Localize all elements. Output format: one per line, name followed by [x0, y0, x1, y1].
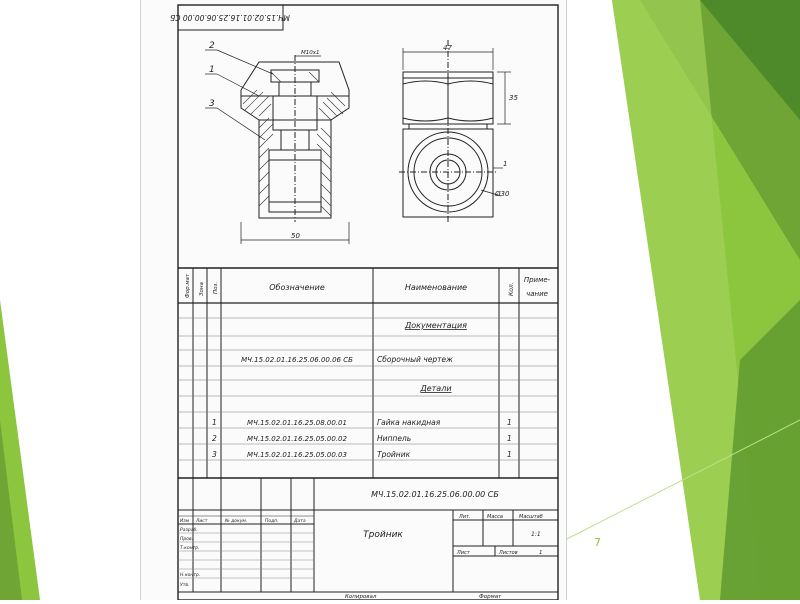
callout-3: 3: [209, 99, 215, 109]
hdr-note-1: Приме-: [523, 276, 551, 284]
dim-side: 35: [509, 94, 518, 102]
section-mark: 1: [503, 160, 508, 168]
tb-tkontr: Т.контр.: [180, 546, 200, 551]
hdr-name: Наименование: [404, 283, 468, 292]
tb-razrab: Разраб.: [180, 528, 198, 533]
tb-name: Тройник: [363, 530, 403, 540]
tb-format: Формат: [479, 594, 502, 600]
tb-prov: Пров.: [180, 537, 194, 542]
dim-top: 47: [443, 44, 452, 52]
tb-nkontr: Н.контр.: [180, 573, 201, 578]
tb-col-izm: Изм: [180, 519, 190, 524]
tb-scale-value: 1:1: [531, 531, 541, 538]
row-2-pos: 2: [212, 434, 217, 443]
dim-small: M10x1: [301, 50, 320, 56]
row-1-pos: 1: [212, 418, 217, 427]
section-parts: Детали: [420, 384, 452, 393]
tb-sheets: Листов: [499, 550, 518, 556]
tb-designation: МЧ.15.02.01.16.25.06.00.00 СБ: [371, 490, 499, 499]
tb-col-list: Лист: [196, 519, 208, 524]
hdr-format: Фор.мат: [185, 273, 191, 298]
doc-designation: МЧ.15.02.01.16.25.06.00.06 СБ: [241, 356, 353, 364]
row-3-name: Тройник: [377, 450, 411, 459]
spec-row-1: [212, 418, 512, 427]
callout-1: 1: [209, 65, 215, 75]
row-3-pos: 3: [212, 450, 217, 459]
spec-row-2: [212, 434, 512, 443]
spec-row-3: [212, 450, 512, 459]
tb-copied: Копировал: [345, 594, 377, 600]
tb-sheet: Лист: [457, 550, 470, 556]
dim-dia: Ø30: [495, 190, 510, 198]
row-1-designation: МЧ.15.02.01.16.25.08.00.01: [247, 419, 347, 427]
page-number: 7: [594, 536, 601, 549]
spec-row-lines: [178, 318, 558, 460]
hdr-zone: Зона: [199, 282, 205, 296]
row-3-qty: 1: [507, 450, 512, 459]
dim-width: 50: [291, 232, 300, 240]
row-2-name: Ниппель: [377, 434, 412, 443]
hdr-pos: Поз.: [213, 281, 219, 294]
spec-table: [178, 268, 558, 478]
tb-col-date: Дата: [294, 519, 306, 524]
tb-utv: Утв.: [180, 583, 190, 588]
tb-scale: Масштаб: [519, 514, 543, 520]
tb-col-doc: № докум.: [225, 519, 248, 524]
technical-drawing: [141, 0, 566, 600]
row-3-designation: МЧ.15.02.01.16.25.05.00.03: [247, 451, 347, 459]
hdr-note-2: чание: [526, 290, 548, 298]
tb-col-sign: Подп.: [265, 519, 279, 524]
section-hatching: [243, 72, 345, 216]
callout-2: 2: [209, 41, 215, 51]
section-view: [241, 55, 349, 222]
drawing-sheet: [140, 0, 567, 600]
top-stamp-text: МЧ.15.02.01.16.25.06.00.00 СБ: [170, 13, 290, 22]
tb-sheets-value: 1: [539, 550, 543, 556]
section-docs: Документация: [405, 321, 467, 330]
row-1-name: Гайка накидная: [377, 418, 441, 427]
hdr-designation: Обозначение: [269, 283, 325, 292]
side-view: [399, 40, 497, 222]
doc-name: Сборочный чертеж: [377, 355, 453, 364]
tb-litera: Лит.: [459, 514, 471, 520]
row-2-designation: МЧ.15.02.01.16.25.05.00.02: [247, 435, 347, 443]
row-2-qty: 1: [507, 434, 512, 443]
tb-mass: Масса: [487, 514, 503, 520]
row-1-qty: 1: [507, 418, 512, 427]
hdr-qty: Кол.: [508, 282, 515, 296]
